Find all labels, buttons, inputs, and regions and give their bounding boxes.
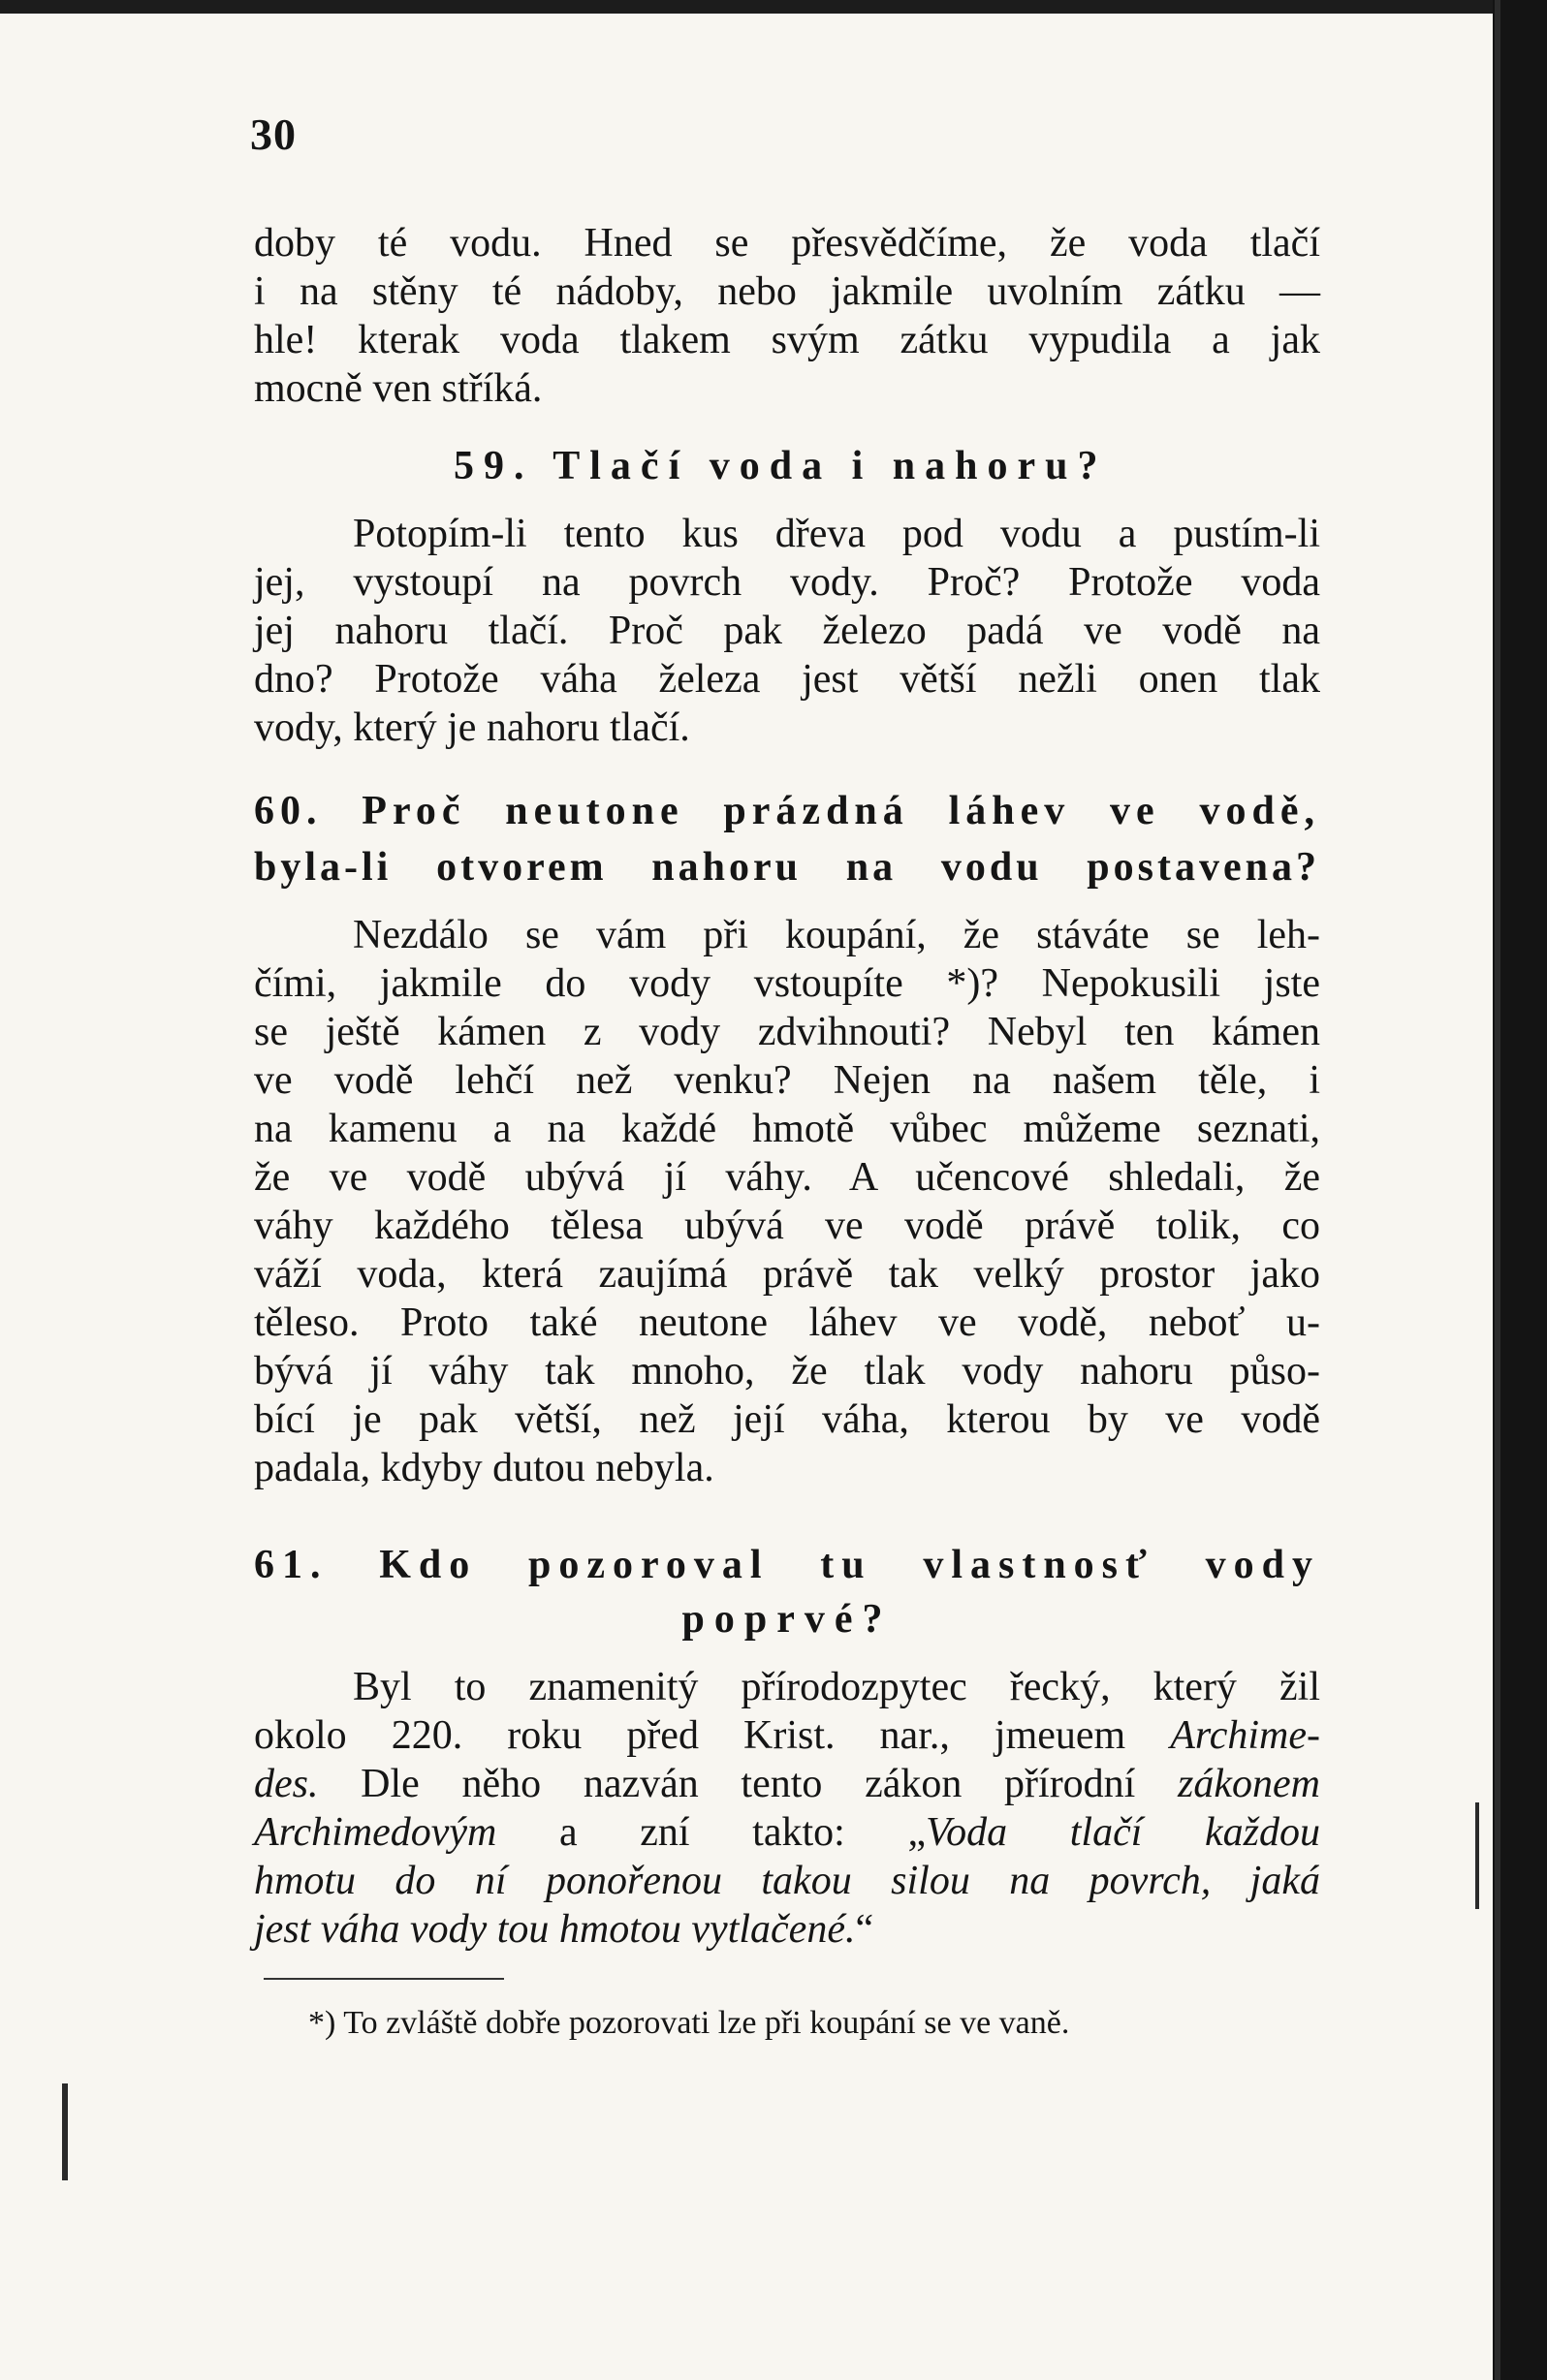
scan-spine-line xyxy=(1495,0,1500,2380)
text-line: vody, který je nahoru tlačí. xyxy=(254,705,690,750)
text-line: mocně ven stříká. xyxy=(254,366,543,411)
text-line: se ještě kámen z vody zdvihnouti? Nebyl ten kámen xyxy=(254,1010,1320,1054)
text-line: jej, vystoupí na povrch vody. Proč? Protože voda xyxy=(254,560,1320,605)
section-59-heading: 59. Tlačí voda i nahoru? xyxy=(454,444,1108,488)
text-line: těleso. Proto také neutone láhev ve vodě, neboť u- xyxy=(254,1300,1320,1345)
text-line xyxy=(254,1808,1320,1857)
text-run: a zní takto: „ xyxy=(496,1810,927,1855)
text-line: váhy každého tělesa ubývá ve vodě právě tolik, co xyxy=(254,1204,1320,1248)
text-line: i na stěny té nádoby, nebo jakmile uvolním zátku — xyxy=(254,269,1320,314)
text-run: “ xyxy=(855,1907,874,1952)
text-line xyxy=(254,1905,873,1954)
italic-run: des. xyxy=(254,1762,319,1806)
italic-run: zákonem xyxy=(1178,1762,1320,1806)
italic-run: jest váha vody tou hmotou vytlačené. xyxy=(254,1907,856,1952)
italic-run: hmotu do ní ponořenou takou silou na povrch, jaká xyxy=(254,1859,1320,1903)
scan-right-border xyxy=(1493,0,1547,2380)
text-line: Potopím-li tento kus dřeva pod vodu a pustím-li xyxy=(353,512,1320,556)
section-61-heading-cont: poprvé? xyxy=(681,1597,893,1642)
page-number: 30 xyxy=(250,110,297,159)
italic-run: Voda tlačí každou xyxy=(926,1810,1320,1855)
text-line: doby té vodu. Hned se přesvědčíme, že voda tlačí xyxy=(254,221,1320,266)
footnote-rule xyxy=(264,1978,504,1980)
footnote: *) To zvláště dobře pozorovati lze při koupání se ve vaně. xyxy=(308,2005,1070,2041)
section-60-heading: 60. Proč neutone prázdná láhev ve vodě, xyxy=(254,789,1320,833)
text-line xyxy=(254,1857,1320,1905)
text-line: Nezdálo se vám při koupání, že stáváte se leh- xyxy=(353,913,1320,957)
scan-top-edge xyxy=(0,0,1493,14)
text-line: padala, kdyby dutou nebyla. xyxy=(254,1446,714,1490)
text-line: čími, jakmile do vody vstoupíte *)? Nepokusili jste xyxy=(254,961,1320,1006)
text-line xyxy=(254,1760,1320,1808)
scan-mark xyxy=(1475,1802,1479,1909)
text-line: bící je pak větší, než její váha, kterou by ve vodě xyxy=(254,1397,1320,1442)
text-line: Byl to znamenitý přírodozpytec řecký, který žil xyxy=(353,1665,1320,1709)
italic-run: Archimedovým xyxy=(254,1810,497,1855)
scan-mark xyxy=(62,2083,68,2180)
text-line: na kamenu a na každé hmotě vůbec můžeme seznati, xyxy=(254,1107,1320,1151)
text-line: jej nahoru tlačí. Proč pak železo padá ve vodě na xyxy=(254,609,1320,653)
text-line xyxy=(254,1711,1320,1760)
text-line: hle! kterak voda tlakem svým zátku vypudila a jak xyxy=(254,318,1320,362)
text-run: okolo 220. roku před Krist. nar., jmeuem xyxy=(254,1713,1171,1758)
section-61-heading: 61. Kdo pozoroval tu vlastnosť vody xyxy=(254,1543,1320,1587)
text-line: bývá jí váhy tak mnoho, že tlak vody nahoru půso- xyxy=(254,1349,1320,1394)
italic-run: Archime- xyxy=(1170,1713,1320,1758)
text-line: váží voda, která zaujímá právě tak velký prostor jako xyxy=(254,1252,1320,1297)
text-line: že ve vodě ubývá jí váhy. A učencové shledali, že xyxy=(254,1155,1320,1200)
text-run: Dle něho nazván tento zákon přírodní xyxy=(318,1762,1179,1806)
section-60-heading-cont: byla-li otvorem nahoru na vodu postavena? xyxy=(254,845,1320,890)
text-line: ve vodě lehčí než venku? Nejen na našem těle, i xyxy=(254,1058,1320,1103)
text-line: dno? Protože váha železa jest větší nežli onen tlak xyxy=(254,657,1320,702)
